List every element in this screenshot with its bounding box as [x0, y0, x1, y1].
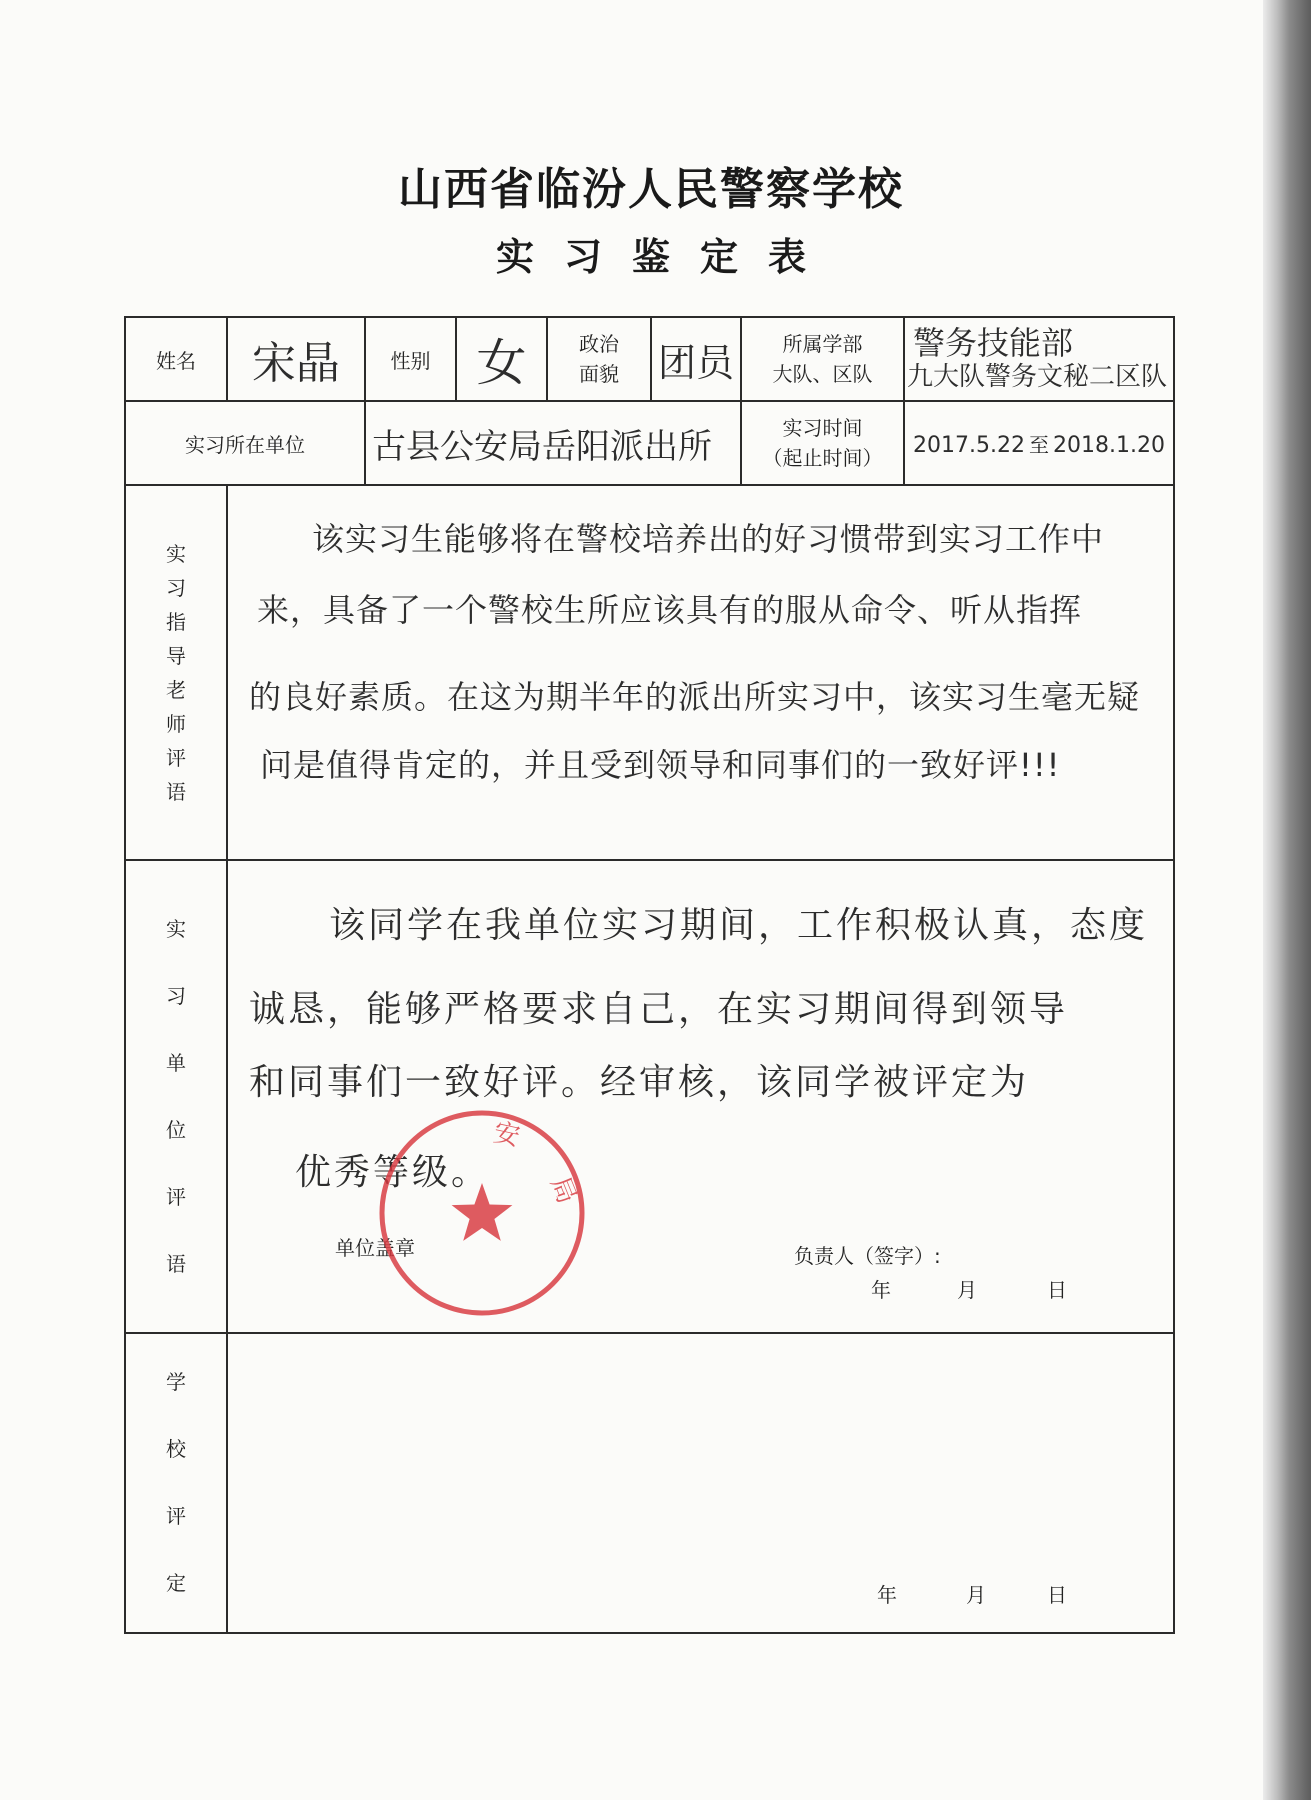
department-label-cell	[741, 317, 904, 401]
name-label-cell	[125, 317, 227, 401]
row-unit-comment	[125, 860, 1174, 1333]
row-school-evaluation	[125, 1333, 1174, 1633]
seal-char-1: 安	[490, 1117, 523, 1153]
unit-date-month: 月	[957, 1278, 977, 1302]
department-label-line-1: 所属学部	[782, 332, 863, 356]
unit-comment-label: 实习单位评语	[166, 916, 186, 1276]
political-label-line-1: 政治	[579, 332, 619, 356]
seal-star-icon	[452, 1183, 513, 1241]
name-value-cell	[227, 317, 365, 401]
gender-label: 性别	[390, 348, 431, 373]
period-label-cell	[741, 401, 904, 485]
period-separator: 至	[1029, 432, 1049, 457]
unit-label-cell	[125, 401, 365, 485]
evaluation-form-table	[124, 316, 1175, 1634]
gender-value-cell	[456, 317, 547, 401]
unit-comment-cell	[227, 860, 1174, 1333]
row-internship-unit	[125, 401, 1174, 485]
school-date-month: 月	[966, 1583, 986, 1607]
political-label-cell	[547, 317, 651, 401]
school-date-day: 日	[1047, 1583, 1067, 1607]
unit-value: 古县公安局岳阳派出所	[372, 426, 712, 467]
seal-label: 单位盖章	[335, 1236, 415, 1260]
unit-comment-line-1: 该同学在我单位实习期间，工作积极认真，态度	[329, 905, 1149, 946]
teacher-comment-line-3: 的良好素质。在这为期半年的派出所实习中，该实习生毫无疑	[249, 678, 1141, 716]
department-label-line-2: 大队、区队	[772, 362, 873, 386]
period-label-line-1: 实习时间	[782, 416, 863, 440]
period-label-line-2: （起止时间）	[762, 446, 883, 470]
gender-value: 女	[476, 334, 527, 392]
name-value: 宋晶	[252, 338, 340, 389]
teacher-comment-cell	[227, 485, 1174, 860]
teacher-comment-label: 实习指导老师评语	[166, 541, 186, 804]
unit-value-cell	[365, 401, 741, 485]
unit-date-day: 日	[1047, 1278, 1067, 1302]
teacher-comment-label-cell	[125, 485, 227, 860]
unit-date-year: 年	[871, 1278, 891, 1302]
unit-comment-line-2: 诚恳，能够严格要求自己，在实习期间得到领导	[249, 989, 1069, 1030]
school-evaluation-label-cell	[125, 1333, 227, 1633]
scan-shadow-edge	[1263, 0, 1311, 1800]
document-subtitle: 实习鉴定表	[496, 235, 837, 279]
period-end: 2018.1.20	[1053, 432, 1165, 458]
document-title: 山西省临汾人民警察学校	[398, 164, 904, 215]
department-value-line-1: 警务技能部	[913, 324, 1074, 362]
unit-comment-line-4: 优秀等级。	[295, 1152, 491, 1193]
unit-label: 实习所在单位	[185, 432, 305, 457]
department-value-cell	[904, 317, 1174, 401]
teacher-comment-line-4: 问是值得肯定的，并且受到领导和同事们的一致好评!!!	[260, 746, 1061, 784]
school-date-year: 年	[877, 1583, 897, 1607]
official-seal	[372, 1103, 592, 1323]
period-value-cell	[904, 401, 1174, 485]
school-evaluation-cell	[227, 1333, 1174, 1633]
political-value-cell	[651, 317, 741, 401]
seal-char-2: 局	[544, 1172, 582, 1209]
teacher-comment-line-1: 该实习生能够将在警校培养出的好习惯带到实习工作中	[312, 520, 1105, 558]
signature-label: 负责人（签字）:	[794, 1244, 941, 1268]
political-label-line-2: 面貌	[579, 362, 619, 386]
political-status-value: 团员	[657, 340, 734, 385]
unit-comment-line-3: 和同事们一致好评。经审核，该同学被评定为	[249, 1062, 1030, 1103]
gender-label-cell	[365, 317, 456, 401]
teacher-comment-line-2: 来，具备了一个警校生所应该具有的服从命令、听从指挥	[257, 591, 1083, 629]
department-value-line-2: 九大队警务文秘二区队	[907, 362, 1168, 392]
row-teacher-comment	[125, 485, 1174, 860]
name-label: 姓名	[156, 348, 196, 373]
period-start: 2017.5.22	[913, 432, 1025, 458]
unit-comment-label-cell	[125, 860, 227, 1333]
school-evaluation-label: 学校评定	[166, 1370, 186, 1595]
row-basic-info	[125, 317, 1174, 401]
